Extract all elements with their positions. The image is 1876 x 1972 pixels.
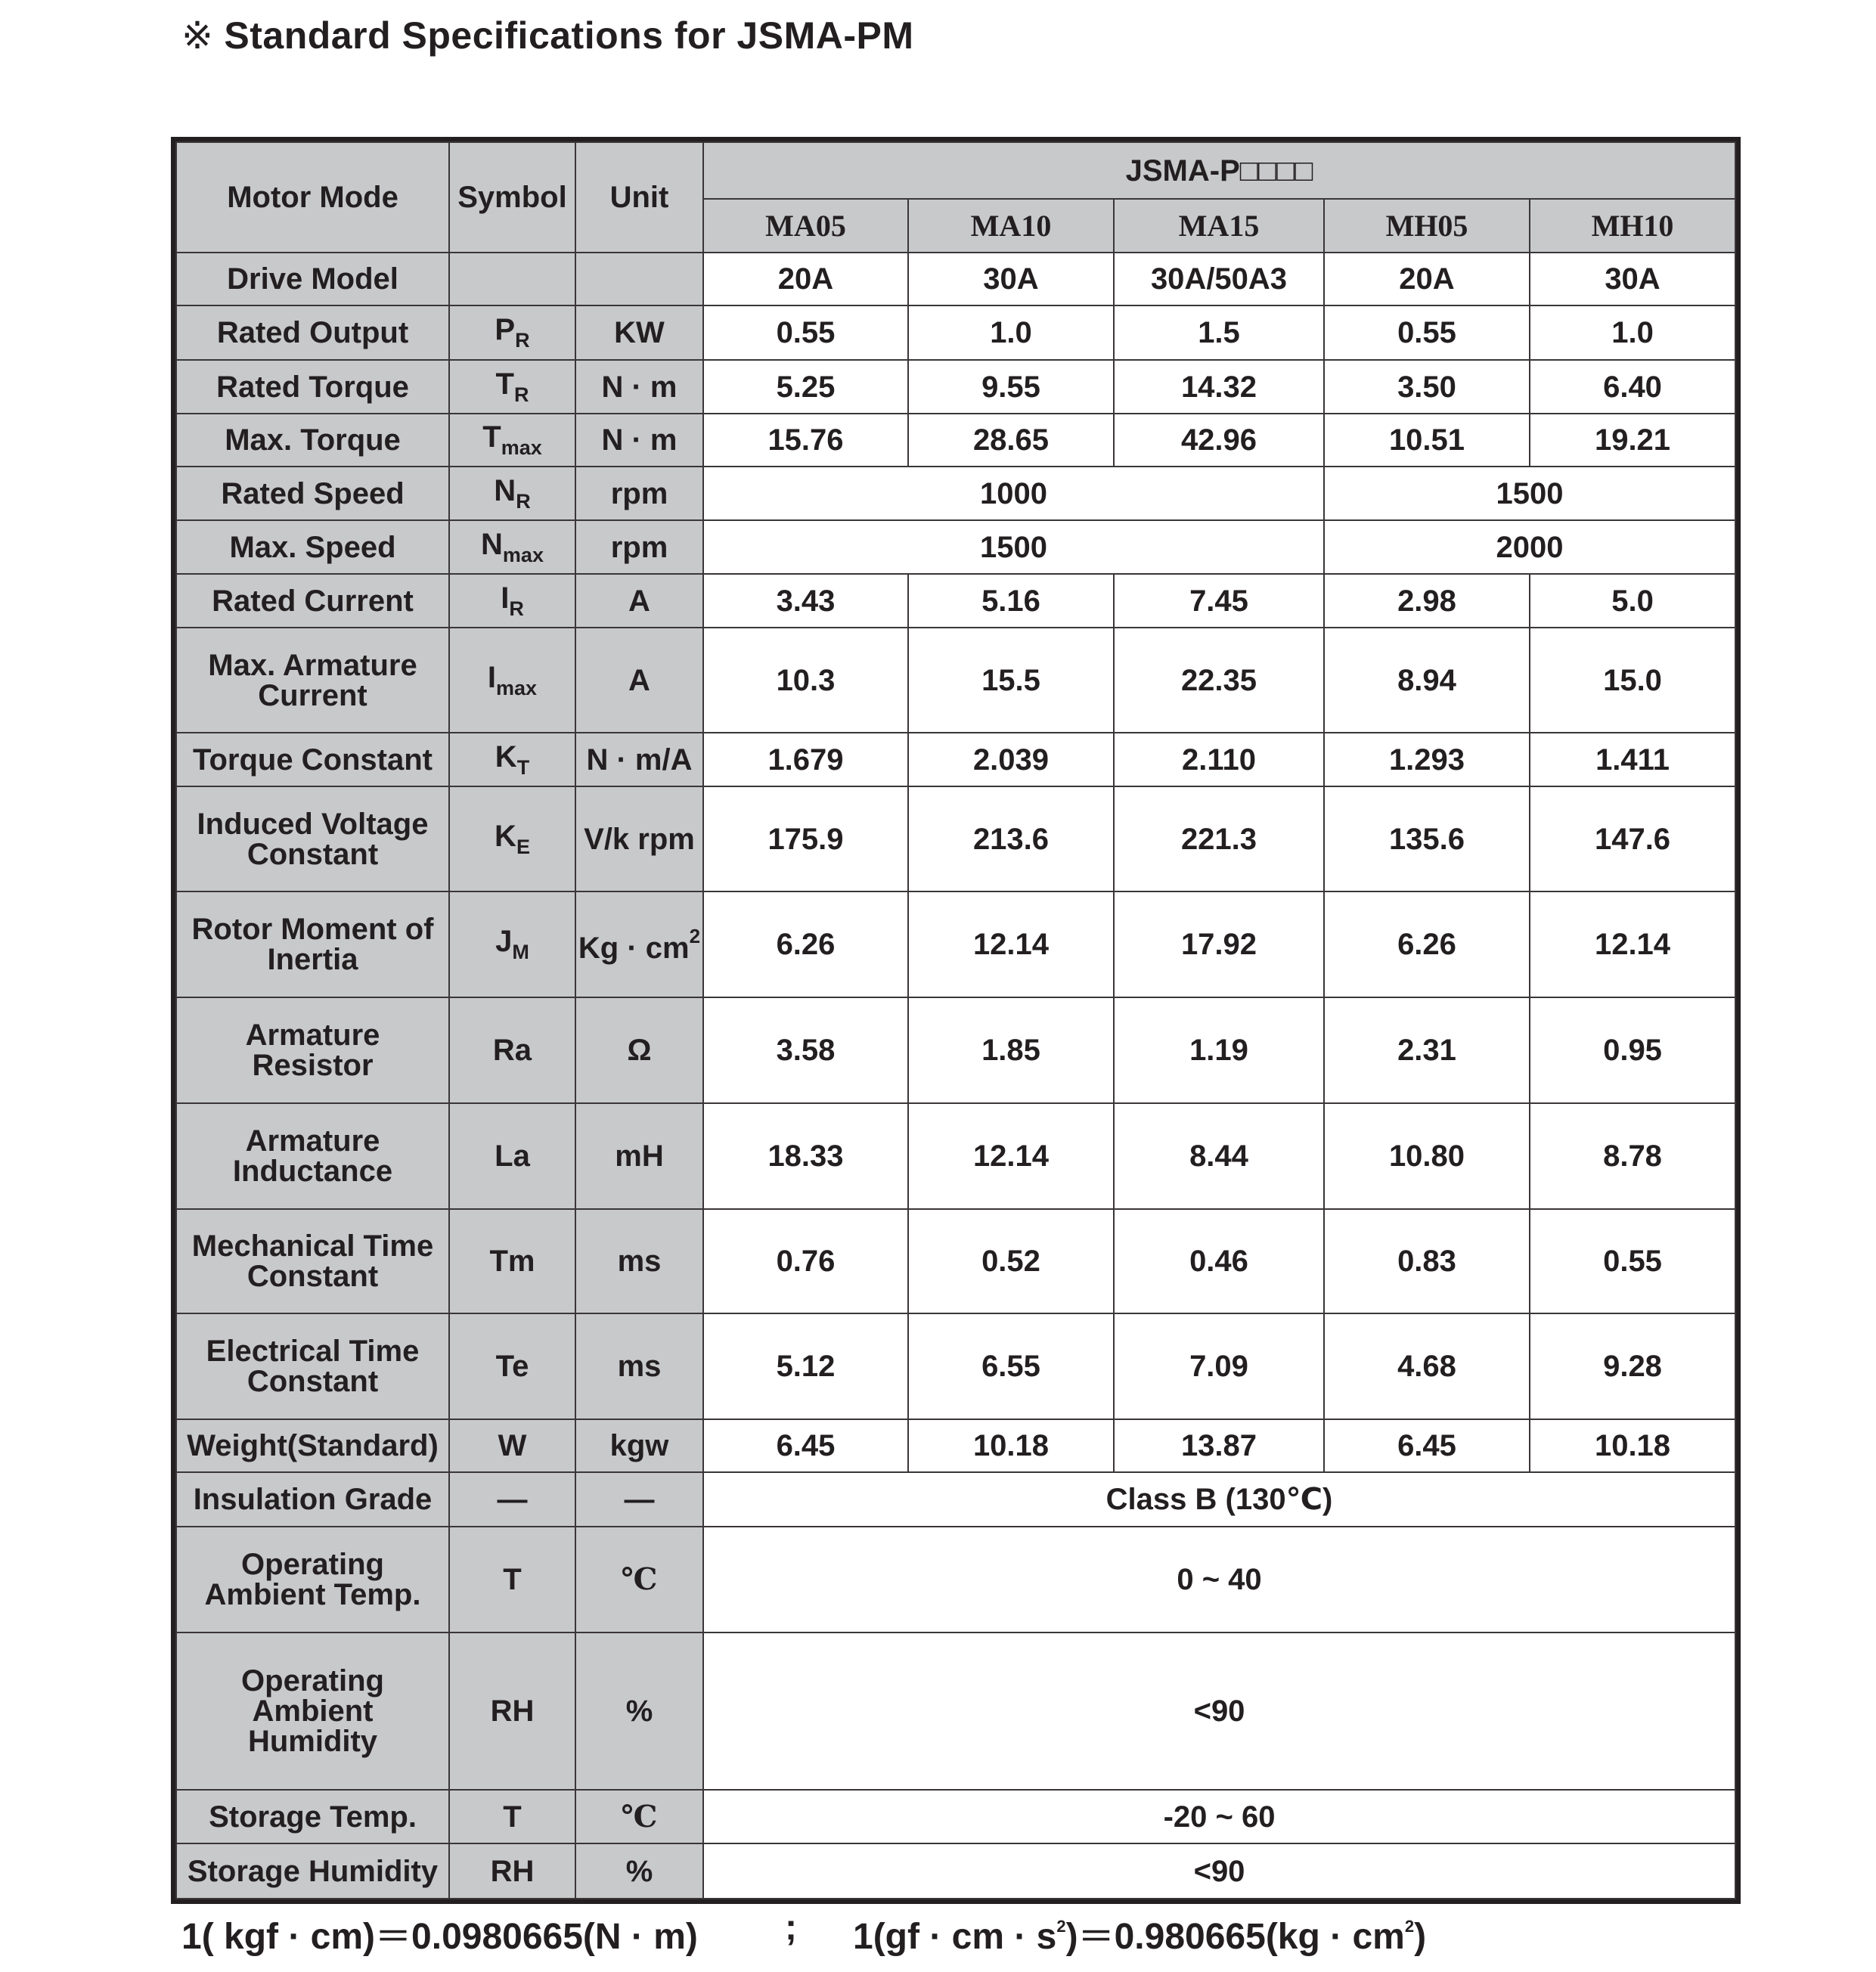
cell-value: 1.85	[908, 997, 1114, 1103]
row-symbol: Te	[449, 1313, 575, 1419]
cell-value: 42.96	[1114, 414, 1324, 467]
model-mh10: MH10	[1530, 199, 1735, 253]
table-row	[176, 414, 1735, 467]
cell-value: 0.95	[1530, 997, 1735, 1103]
row-label-line: Constant	[247, 1260, 379, 1293]
model-ma10: MA10	[908, 199, 1114, 253]
row-unit: mH	[575, 1103, 703, 1209]
cell-value: 0.76	[703, 1209, 908, 1313]
model-ma05: MA05	[703, 199, 908, 253]
table-row	[176, 1472, 1735, 1527]
footnote-superscript: 2	[1056, 1917, 1066, 1936]
footnote-gf-conversion	[853, 1907, 1426, 1959]
table-row	[176, 628, 1735, 733]
row-label-line: Constant	[247, 1365, 379, 1398]
cell-value: 8.78	[1530, 1103, 1735, 1209]
cell-value-ma-series: 1000	[703, 467, 1324, 520]
row-label-line: Operating	[241, 1548, 384, 1581]
cell-value: 147.6	[1530, 786, 1735, 891]
table-row	[176, 997, 1735, 1103]
row-unit: %	[575, 1632, 703, 1790]
header-motor-mode: Motor Mode	[176, 142, 449, 253]
cell-value: 0.55	[703, 305, 908, 360]
row-symbol	[449, 253, 575, 305]
symbol-subscript: R	[516, 489, 531, 513]
cell-value-all: <90	[703, 1632, 1735, 1790]
cell-value: 15.5	[908, 628, 1114, 733]
row-symbol	[449, 786, 575, 891]
row-label-line: Ambient Temp.	[204, 1578, 421, 1611]
symbol-base: K	[495, 740, 517, 774]
row-unit: V/k rpm	[575, 786, 703, 891]
symbol-base: I	[487, 660, 497, 694]
cell-value: 2.110	[1114, 733, 1324, 786]
cell-value: 5.25	[703, 360, 908, 414]
page-title-text: Standard Specifications for JSMA-PM	[224, 14, 914, 57]
symbol-subscript: R	[509, 597, 524, 620]
row-unit: %	[575, 1843, 703, 1899]
cell-value: 18.33	[703, 1103, 908, 1209]
table-row	[176, 1103, 1735, 1209]
row-label	[176, 1632, 449, 1790]
cell-value: 0.83	[1324, 1209, 1530, 1313]
cell-value: 19.21	[1530, 414, 1735, 467]
cell-value: 0.52	[908, 1209, 1114, 1313]
row-unit: A	[575, 628, 703, 733]
row-label: Storage Humidity	[176, 1843, 449, 1899]
row-unit: ms	[575, 1313, 703, 1419]
cell-value: 135.6	[1324, 786, 1530, 891]
row-unit	[575, 891, 703, 997]
row-symbol	[449, 891, 575, 997]
table-row	[176, 520, 1735, 574]
footnote-separator: ;	[785, 1908, 797, 1948]
cell-value: 13.87	[1114, 1419, 1324, 1472]
cell-value: 10.18	[908, 1419, 1114, 1472]
cell-value: 14.32	[1114, 360, 1324, 414]
row-label: Weight(Standard)	[176, 1419, 449, 1472]
cell-value: 1.293	[1324, 733, 1530, 786]
symbol-subscript: E	[516, 835, 530, 858]
row-label: Rated Torque	[176, 360, 449, 414]
cell-value: 20A	[1324, 253, 1530, 305]
row-unit: N · m	[575, 360, 703, 414]
row-label-line: Operating	[241, 1664, 384, 1698]
row-label	[176, 628, 449, 733]
symbol-subscript: R	[513, 383, 529, 406]
cell-value: 7.45	[1114, 574, 1324, 628]
cell-value: 28.65	[908, 414, 1114, 467]
table-row	[176, 1209, 1735, 1313]
cell-value-all: Class B (130℃)	[703, 1472, 1735, 1527]
cell-value: 3.58	[703, 997, 908, 1103]
row-unit: Ω	[575, 997, 703, 1103]
cell-value-mh-series: 1500	[1324, 467, 1735, 520]
cell-value: 10.51	[1324, 414, 1530, 467]
symbol-subscript: max	[501, 436, 542, 459]
header-unit: Unit	[575, 142, 703, 253]
row-label-line: Current	[258, 678, 367, 712]
table-row	[176, 467, 1735, 520]
cell-value: 0.55	[1530, 1209, 1735, 1313]
row-unit: ms	[575, 1209, 703, 1313]
row-symbol	[449, 414, 575, 467]
row-label	[176, 1313, 449, 1419]
row-symbol: W	[449, 1419, 575, 1472]
cell-value: 6.45	[703, 1419, 908, 1472]
table-row	[176, 1419, 1735, 1472]
header-row	[176, 142, 1735, 199]
row-label: Max. Speed	[176, 520, 449, 574]
cell-value: 5.16	[908, 574, 1114, 628]
row-symbol: RH	[449, 1843, 575, 1899]
row-label: Rated Output	[176, 305, 449, 360]
reference-mark-icon: ※	[181, 14, 214, 57]
model-mh05: MH05	[1324, 199, 1530, 253]
cell-value: 221.3	[1114, 786, 1324, 891]
cell-value: 0.55	[1324, 305, 1530, 360]
cell-value: 8.44	[1114, 1103, 1324, 1209]
row-unit: ℃	[575, 1527, 703, 1632]
row-label	[176, 1209, 449, 1313]
row-symbol	[449, 305, 575, 360]
footnote-superscript: 2	[1404, 1917, 1415, 1936]
symbol-base: K	[495, 819, 516, 853]
table-row	[176, 1313, 1735, 1419]
row-symbol: RH	[449, 1632, 575, 1790]
page-title	[181, 14, 914, 57]
cell-value: 10.18	[1530, 1419, 1735, 1472]
row-label	[176, 1103, 449, 1209]
row-label-line: Humidity	[247, 1725, 378, 1758]
row-symbol: Tm	[449, 1209, 575, 1313]
symbol-base: N	[494, 473, 516, 507]
cell-value: 2.039	[908, 733, 1114, 786]
row-symbol	[449, 360, 575, 414]
cell-value: 30A	[1530, 253, 1735, 305]
cell-value: 10.3	[703, 628, 908, 733]
row-label-line: Armature	[245, 1019, 380, 1052]
cell-value: 4.68	[1324, 1313, 1530, 1419]
symbol-subscript: max	[496, 676, 538, 699]
symbol-base: I	[501, 581, 510, 615]
table-row	[176, 305, 1735, 360]
row-label: Storage Temp.	[176, 1790, 449, 1843]
row-label	[176, 997, 449, 1103]
row-label-line: Constant	[247, 837, 379, 871]
row-symbol	[449, 520, 575, 574]
cell-value: 1.679	[703, 733, 908, 786]
cell-value: 8.94	[1324, 628, 1530, 733]
unit-base: Kg · cm	[578, 931, 690, 965]
cell-value: 5.12	[703, 1313, 908, 1419]
cell-value: 17.92	[1114, 891, 1324, 997]
symbol-base: T	[495, 367, 514, 401]
cell-value: 6.40	[1530, 360, 1735, 414]
row-unit: rpm	[575, 467, 703, 520]
cell-value: 30A/50A3	[1114, 253, 1324, 305]
symbol-base: J	[495, 925, 513, 958]
cell-value-ma-series: 1500	[703, 520, 1324, 574]
row-label	[176, 1527, 449, 1632]
row-symbol	[449, 467, 575, 520]
cell-value: 12.14	[1530, 891, 1735, 997]
footnote-text: )	[1414, 1917, 1427, 1957]
cell-value: 3.43	[703, 574, 908, 628]
cell-value: 2.98	[1324, 574, 1530, 628]
row-symbol	[449, 733, 575, 786]
cell-value-all: <90	[703, 1843, 1735, 1899]
row-symbol: —	[449, 1472, 575, 1527]
cell-value: 2.31	[1324, 997, 1530, 1103]
cell-value: 1.19	[1114, 997, 1324, 1103]
cell-value: 6.45	[1324, 1419, 1530, 1472]
row-label-line: Induced Voltage	[197, 807, 429, 841]
table-row	[176, 360, 1735, 414]
cell-value: 22.35	[1114, 628, 1324, 733]
cell-value-mh-series: 2000	[1324, 520, 1735, 574]
cell-value: 175.9	[703, 786, 908, 891]
header-symbol: Symbol	[449, 142, 575, 253]
row-label	[176, 891, 449, 997]
row-label: Rated Speed	[176, 467, 449, 520]
row-label: Rated Current	[176, 574, 449, 628]
row-label-line: Armature	[245, 1124, 380, 1158]
row-label-line: Rotor Moment of	[191, 913, 434, 946]
table-row	[176, 1632, 1735, 1790]
cell-value: 0.46	[1114, 1209, 1324, 1313]
row-symbol: Ra	[449, 997, 575, 1103]
cell-value: 12.14	[908, 1103, 1114, 1209]
cell-value: 9.28	[1530, 1313, 1735, 1419]
row-unit	[575, 253, 703, 305]
row-unit: —	[575, 1472, 703, 1527]
cell-value-all: 0 ~ 40	[703, 1527, 1735, 1632]
cell-value-all: -20 ~ 60	[703, 1790, 1735, 1843]
row-symbol: T	[449, 1790, 575, 1843]
table-row	[176, 891, 1735, 997]
row-symbol: La	[449, 1103, 575, 1209]
cell-value: 15.76	[703, 414, 908, 467]
symbol-subscript: M	[512, 941, 529, 963]
row-label-line: Inertia	[267, 943, 358, 976]
row-label: Drive Model	[176, 253, 449, 305]
symbol-base: N	[481, 527, 503, 561]
symbol-base: P	[495, 313, 516, 346]
table-row	[176, 253, 1735, 305]
cell-value: 6.26	[1324, 891, 1530, 997]
cell-value: 12.14	[908, 891, 1114, 997]
cell-value: 1.0	[1530, 305, 1735, 360]
cell-value: 3.50	[1324, 360, 1530, 414]
cell-value: 10.80	[1324, 1103, 1530, 1209]
footnote-kgf-conversion: 1( kgf · cm)＝0.0980665(N · m)	[181, 1917, 698, 1957]
unit-superscript: 2	[689, 924, 701, 947]
cell-value: 1.5	[1114, 305, 1324, 360]
row-unit: ℃	[575, 1790, 703, 1843]
row-label-line: Resistor	[252, 1049, 374, 1082]
table-row	[176, 786, 1735, 891]
row-unit: KW	[575, 305, 703, 360]
table-row	[176, 733, 1735, 786]
row-unit: kgw	[575, 1419, 703, 1472]
row-label-line: Ambient	[252, 1694, 374, 1728]
cell-value: 7.09	[1114, 1313, 1324, 1419]
header-series: JSMA-P□□□□	[703, 142, 1735, 199]
table-row	[176, 1843, 1735, 1899]
footnote-text: )＝0.980665(kg · cm	[1065, 1917, 1405, 1957]
table-row	[176, 1790, 1735, 1843]
row-label-line: Mechanical Time	[191, 1229, 434, 1263]
cell-value: 6.26	[703, 891, 908, 997]
row-label	[176, 786, 449, 891]
symbol-base: T	[482, 420, 501, 454]
row-unit: N · m	[575, 414, 703, 467]
cell-value: 20A	[703, 253, 908, 305]
cell-value: 5.0	[1530, 574, 1735, 628]
row-symbol	[449, 574, 575, 628]
cell-value: 1.0	[908, 305, 1114, 360]
cell-value: 6.55	[908, 1313, 1114, 1419]
row-label: Max. Torque	[176, 414, 449, 467]
cell-value: 9.55	[908, 360, 1114, 414]
row-label-line: Electrical Time	[206, 1335, 420, 1368]
table-row	[176, 1527, 1735, 1632]
row-symbol	[449, 628, 575, 733]
spec-table	[175, 141, 1736, 1899]
cell-value: 213.6	[908, 786, 1114, 891]
symbol-subscript: R	[515, 329, 530, 352]
row-symbol: T	[449, 1527, 575, 1632]
row-label: Torque Constant	[176, 733, 449, 786]
symbol-subscript: T	[516, 755, 530, 779]
row-unit: A	[575, 574, 703, 628]
row-unit: rpm	[575, 520, 703, 574]
row-unit: N · m/A	[575, 733, 703, 786]
row-label: Insulation Grade	[176, 1472, 449, 1527]
cell-value: 15.0	[1530, 628, 1735, 733]
footnote-text: 1(gf · cm · s	[853, 1917, 1057, 1957]
row-label-line: Max. Armature	[208, 648, 417, 682]
table-row	[176, 574, 1735, 628]
model-ma15: MA15	[1114, 199, 1324, 253]
symbol-subscript: max	[502, 543, 544, 566]
cell-value: 1.411	[1530, 733, 1735, 786]
row-label-line: Inductance	[232, 1155, 393, 1188]
cell-value: 30A	[908, 253, 1114, 305]
